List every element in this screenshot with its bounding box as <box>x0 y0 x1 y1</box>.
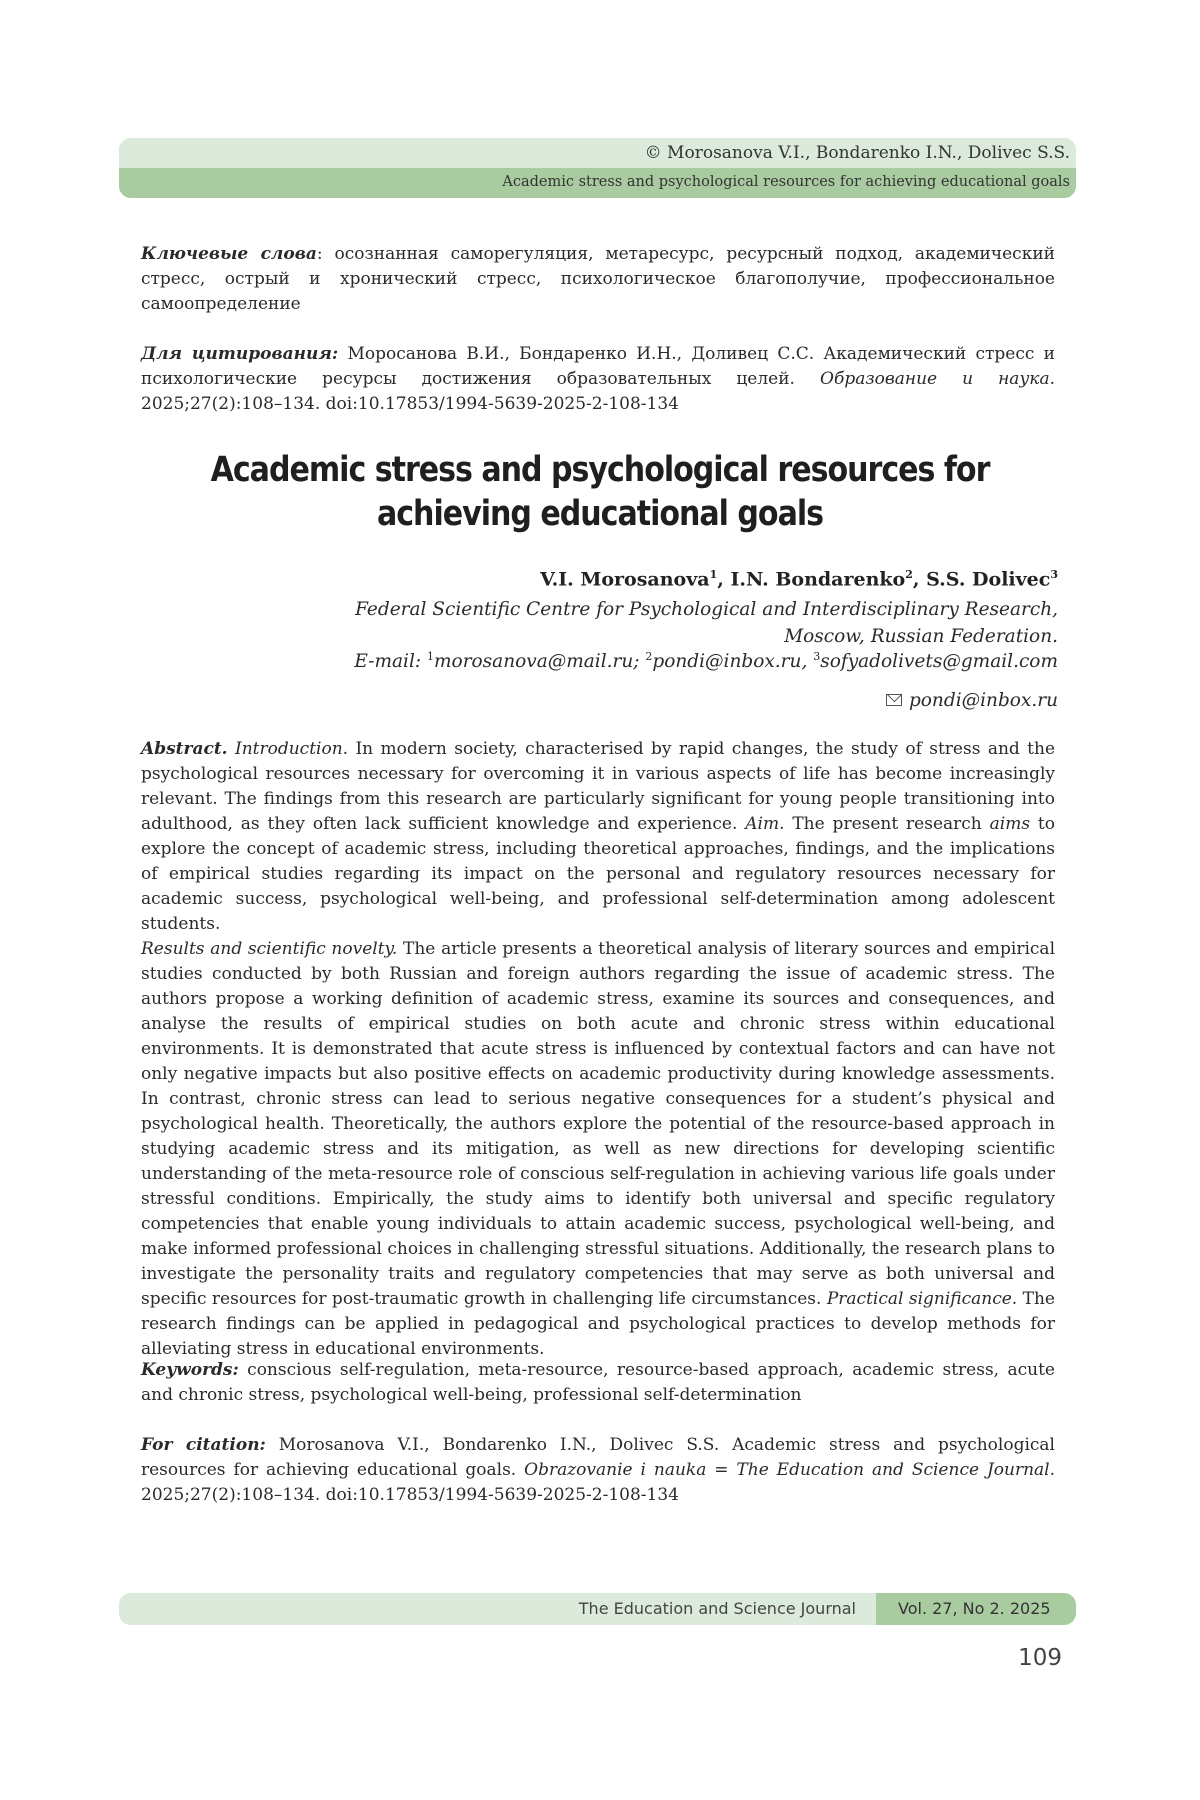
russian-keywords-text: : осознанная саморегуляция, метаресурс, ресурсный подход, академический стресс, острый и хронический стресс, психологическое благополучие, профессиональное самоопределение <box>141 244 1055 314</box>
running-header-title: Academic stress and psychological resources for achieving educational goals <box>502 174 1070 190</box>
russian-citation-label: Для цитирования: <box>141 344 339 364</box>
email-1-mark: 1 <box>427 650 435 663</box>
email-2-mark: 2 <box>645 650 653 663</box>
abstract-aim-label: Aim. <box>745 814 785 834</box>
running-header-authors: © Morosanova V.I., Bondarenko I.N., Dolivec S.S. <box>644 143 1070 163</box>
abstract-introduction-label: Introduction. <box>234 739 349 759</box>
running-footer <box>119 1593 1076 1625</box>
author-1: V.I. Morosanova <box>540 568 710 591</box>
author-3-affil-mark: 3 <box>1050 568 1058 581</box>
author-list <box>540 568 1058 590</box>
envelope-icon <box>886 694 902 706</box>
citation-text: Morosanova V.I., Bondarenko I.N., Dolivec S.S. Academic stress and psychological resources for achieving educational goals. <box>141 1435 1055 1480</box>
keywords-text: conscious self-regulation, meta-resource, resource-based approach, academic stress, acute and chronic stress, psychological well-being, professional self-determination <box>141 1360 1055 1405</box>
affiliation <box>258 596 1058 650</box>
citation-tail: 2025;27(2):108–134. doi:10.17853/1994-5639-2025-2-108-134 <box>141 1485 679 1505</box>
russian-citation-text: Моросанова В.И., Бондаренко И.Н., Доливец С.С. Академический стресс и психологические ресурсы достижения образовательных целей. <box>141 344 1055 389</box>
correspondence-email[interactable]: pondi@inbox.ru <box>908 690 1058 711</box>
abstract-label: Abstract. <box>141 739 228 759</box>
russian-citation <box>141 342 1055 417</box>
author-2: , I.N. Bondarenko <box>717 568 906 591</box>
keywords-label: Keywords: <box>141 1360 239 1380</box>
citation-label: For citation: <box>141 1435 266 1455</box>
emails-prefix: E-mail: <box>354 651 428 673</box>
page-number: 109 <box>1018 1645 1062 1671</box>
russian-citation-journal: Образование и наука. <box>820 369 1055 389</box>
abstract-results-label: Results and scientific novelty. <box>141 939 398 959</box>
abstract-paragraph-2 <box>141 937 1055 1362</box>
abstract-practical-text: The research findings can be applied in pedagogical and psychological practices to develop methods for alleviating stress in educational environments. <box>141 1289 1055 1359</box>
running-header <box>119 138 1076 198</box>
footer-volume-band <box>876 1593 1076 1625</box>
abstract-introduction-text: In modern society, characterised by rapid changes, the study of stress and the psychological resources necessary for overcoming it in various aspects of life has become increasingly relevant. The findings from this research are particularly significant for young people transitioning into adulthood, as they often lack sufficient knowledge and experience. <box>141 739 1056 834</box>
correspondence <box>886 690 1058 711</box>
abstract <box>141 737 1055 1362</box>
author-emails <box>354 650 1058 672</box>
abstract-aim-word: aims <box>989 814 1031 834</box>
author-1-affil-mark: 1 <box>709 568 718 581</box>
email-2[interactable]: pondi@inbox.ru, <box>652 651 814 673</box>
footer-journal-band <box>119 1593 874 1625</box>
russian-keywords-label: Ключевые слова <box>141 244 317 264</box>
citation <box>141 1433 1055 1508</box>
footer-volume: Vol. 27, No 2. 2025 <box>898 1599 1051 1618</box>
affiliation-line-2: Moscow, Russian Federation. <box>784 626 1058 647</box>
keywords <box>141 1358 1055 1408</box>
abstract-results-text: The article presents a theoretical analysis of literary sources and empirical studies conducted by both Russian and foreign authors regarding the issue of academic stress. The authors propose a working definition of academic stress, examine its sources and consequences, and analyse the results of empirical studies on both acute and chronic stress within educational environments. It is demonstrated that acute stress is influenced by contextual factors and can have not only negative impacts but also positive effects on academic productivity during knowledge assessments. In contrast, chronic stress can lead to serious negative consequences for a student’s physical and psychological health. Theoretically, the authors explore the potential of the resource-based approach in studying academic stress and its mitigation, as well as new directions for developing scientific understanding of the meta-resource role of conscious self-regulation in achieving various life goals under stressful conditions. Empirically, the study aims to identify both universal and specific regulatory competencies that enable young individuals to attain academic success, psychological well-being, and make informed professional choices in challenging stressful situations. Additionally, the research plans to investigate the personality traits and regulatory competencies that may serve as both universal and specific resources for post-traumatic growth in challenging life circumstances. <box>141 939 1056 1309</box>
russian-keywords <box>141 242 1055 317</box>
email-1[interactable]: morosanova@mail.ru; <box>434 651 646 673</box>
affiliation-line-1: Federal Scientific Centre for Psychological and Interdisciplinary Research, <box>355 599 1058 620</box>
author-3: , S.S. Dolivec <box>912 568 1051 591</box>
article-title: Academic stress and psychological resources for achieving educational goals <box>210 450 990 534</box>
abstract-practical-label: Practical significance. <box>826 1289 1018 1309</box>
author-2-affil-mark: 2 <box>905 568 913 581</box>
citation-journal: Obrazovanie i nauka = The Education and Science Journal. <box>524 1460 1055 1480</box>
footer-journal-name: The Education and Science Journal <box>578 1599 856 1618</box>
russian-citation-tail: 2025;27(2):108–134. doi:10.17853/1994-5639-2025-2-108-134 <box>141 394 679 414</box>
abstract-aim-text-a: The present research <box>784 814 990 834</box>
email-3[interactable]: sofyadolivets@gmail.com <box>820 651 1058 673</box>
email-3-mark: 3 <box>813 650 821 663</box>
abstract-aim-text-b: to explore the concept of academic stress, including theoretical approaches, findings, and the implications of empirical studies regarding its impact on the personal and regulatory resources necessary for academic success, psychological well-being, and professional self-determination among adolescent students. <box>141 814 1055 934</box>
abstract-paragraph-1 <box>141 737 1055 937</box>
